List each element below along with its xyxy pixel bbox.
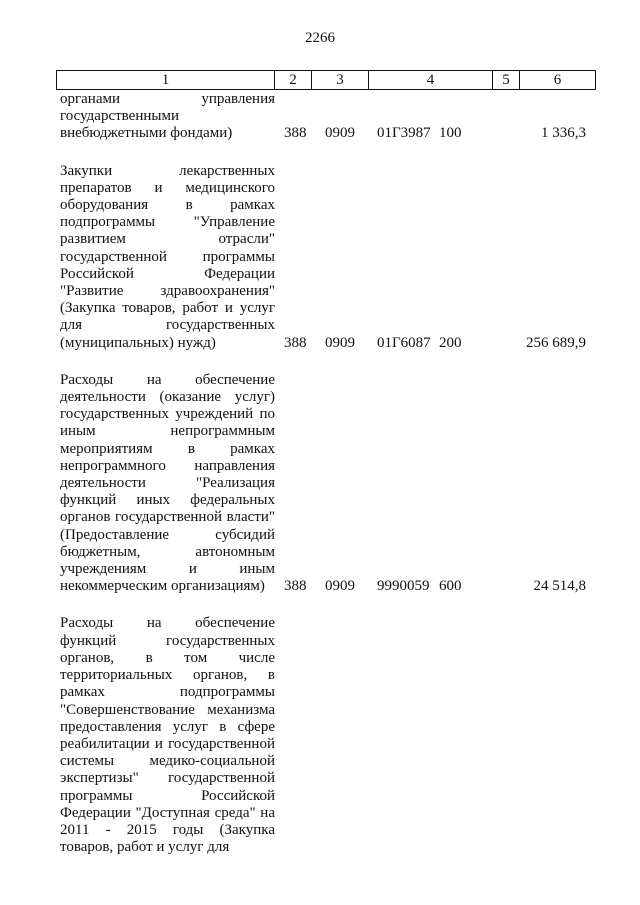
description-line: "Совершенствование механизма	[60, 701, 275, 718]
cell-c2: 388	[284, 125, 307, 142]
description-line: непрограммного направления	[60, 457, 275, 474]
description-line: Федерации "Доступная среда" на	[60, 804, 275, 821]
description-line: оборудования в рамках	[60, 197, 275, 214]
description-line: органами управления	[60, 91, 275, 107]
description-line: "Развитие здравоохранения"	[60, 283, 275, 300]
cell-c5: 100	[439, 125, 462, 142]
table-row	[60, 91, 590, 143]
description-line: деятельности (оказание услуг)	[60, 389, 275, 406]
description-line: (муниципальных) нужд)	[60, 334, 216, 351]
cell-c3: 0909	[325, 578, 355, 595]
cell-c5: 600	[439, 578, 462, 595]
description-line: 2011 - 2015 годы (Закупка	[60, 821, 275, 838]
cell-c6: 1 336,3	[541, 125, 586, 142]
description-line: Российской Федерации	[60, 265, 275, 282]
table-row	[60, 163, 590, 352]
description-line: функций иных федеральных	[60, 492, 275, 509]
description-line: для государственных	[60, 317, 275, 334]
cell-c6: 256 689,9	[526, 334, 586, 351]
description-line: Расходы на обеспечение	[60, 371, 275, 388]
table-header	[56, 70, 596, 90]
table-row	[60, 372, 590, 596]
header-col-3: 3	[312, 71, 369, 89]
cell-c4: 01Г3987	[377, 125, 431, 142]
cell-c3: 0909	[325, 125, 355, 142]
table-body	[60, 91, 590, 876]
description-line: деятельности "Реализация	[60, 475, 275, 492]
description-line: государственных учреждений по	[60, 406, 275, 423]
table-row	[60, 615, 590, 856]
cell-c2: 388	[284, 578, 307, 595]
description-line: (Закупка товаров, работ и услуг	[60, 300, 275, 317]
header-col-1: 1	[56, 71, 275, 89]
description-line: внебюджетными фондами)	[60, 125, 233, 142]
row-description	[60, 615, 275, 856]
cell-c3: 0909	[325, 334, 355, 351]
description-line: Расходы на обеспечение	[60, 615, 275, 632]
description-line: товаров, работ и услуг для	[60, 839, 230, 856]
description-line: реабилитации и государственной	[60, 735, 275, 752]
description-line: учреждениям и иным	[60, 561, 275, 578]
header-col-6: 6	[520, 71, 596, 89]
description-line: подпрограммы "Управление	[60, 214, 275, 231]
description-line: государственными	[60, 108, 179, 125]
description-line: некоммерческим организациям)	[60, 578, 265, 595]
description-line: органов, в том числе	[60, 649, 275, 666]
header-col-2: 2	[275, 71, 312, 89]
description-line: бюджетным, автономным	[60, 543, 275, 560]
page-number: 2266	[305, 30, 335, 46]
row-description	[60, 372, 275, 596]
description-line: государственной программы	[60, 248, 275, 265]
cell-c5: 200	[439, 334, 462, 351]
description-line: Закупки лекарственных	[60, 162, 275, 179]
description-line: мероприятиям в рамках	[60, 440, 275, 457]
description-line: системы медико-социальной	[60, 753, 275, 770]
description-line: развитием отрасли"	[60, 231, 275, 248]
cell-c6: 24 514,8	[533, 578, 586, 595]
cell-c4: 9990059	[377, 578, 430, 595]
header-col-4: 4	[369, 71, 493, 89]
cell-c2: 388	[284, 334, 307, 351]
row-description	[60, 163, 275, 352]
description-line: органов государственной власти"	[60, 509, 275, 526]
row-description	[60, 91, 275, 143]
header-col-5: 5	[493, 71, 520, 89]
description-line: функций государственных	[60, 632, 275, 649]
description-line: экспертизы" государственной	[60, 770, 275, 787]
cell-c4: 01Г6087	[377, 334, 431, 351]
description-line: рамках подпрограммы	[60, 684, 275, 701]
description-line: предоставления услуг в сфере	[60, 718, 275, 735]
description-line: (Предоставление субсидий	[60, 526, 275, 543]
description-line: программы Российской	[60, 787, 275, 804]
description-line: препаратов и медицинского	[60, 179, 275, 196]
description-line: территориальных органов, в	[60, 667, 275, 684]
description-line: иным непрограммным	[60, 423, 275, 440]
